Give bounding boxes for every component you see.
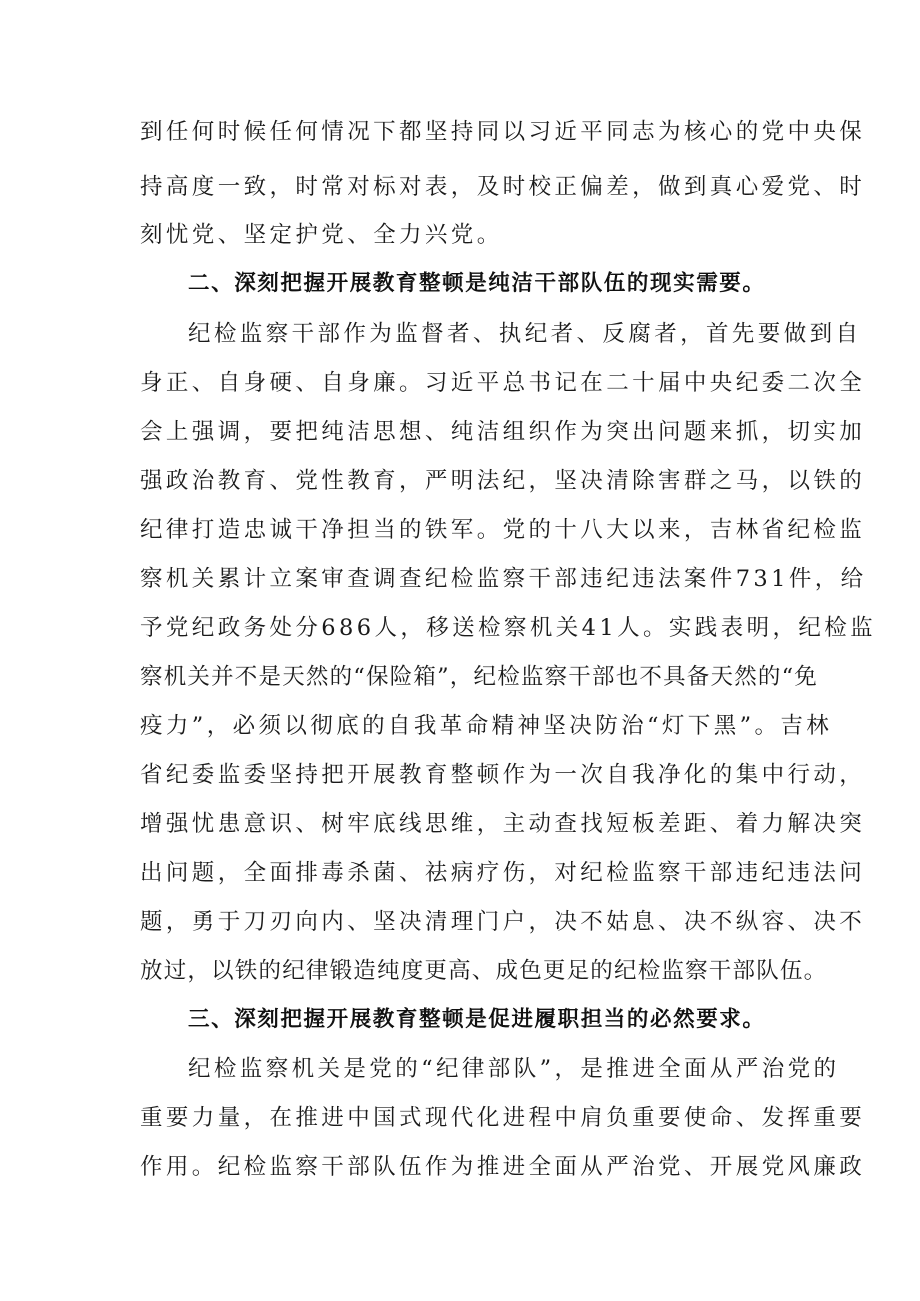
para2-line-1: 纪检监察干部作为监督者、执纪者、反腐者，首先要做到自 bbox=[188, 321, 862, 347]
para3-line-2: 重要力量，在推进中国式现代化进程中肩负重要使命、发挥重要 bbox=[140, 1105, 866, 1131]
para2-line-6: 察机关累计立案审查调查纪检监察干部违纪违法案件731件，给 bbox=[140, 566, 867, 592]
para2-line-4: 强政治教育、党性教育，严明法纪，坚决清除害群之马，以铁的 bbox=[140, 468, 866, 494]
para2-line-12: 出问题，全面排毒杀菌、祛病疗伤，对纪检监察干部违纪违法问 bbox=[140, 860, 866, 886]
para2-line-3: 会上强调，要把纯洁思想、纯洁组织作为突出问题来抓，切实加 bbox=[140, 419, 866, 445]
para2-line-11: 增强忧患意识、树牢底线思维，主动查找短板差距、着力解决突 bbox=[140, 811, 866, 837]
para2-line-10: 省纪委监委坚持把开展教育整顿作为一次自我净化的集中行动， bbox=[140, 762, 866, 788]
para1-line-2: 持高度一致，时常对标对表，及时校正偏差，做到真心爱党、时 bbox=[140, 174, 866, 200]
para1-line-1: 到任何时候任何情况下都坚持同以习近平同志为核心的党中央保 bbox=[140, 119, 866, 145]
para3-line-3: 作用。纪检监察干部队伍作为推进全面从严治党、开展党风廉政 bbox=[140, 1154, 866, 1180]
section-heading-3: 三、深刻把握开展教育整顿是促进履职担当的必然要求。 bbox=[188, 1007, 766, 1032]
para2-line-2: 身正、自身硬、自身廉。习近平总书记在二十届中央纪委二次全 bbox=[140, 370, 866, 396]
para3-line-1: 纪检监察机关是党的“纪律部队”，是推进全面从严治党的 bbox=[188, 1056, 840, 1082]
para2-line-14: 放过，以铁的纪律锻造纯度更高、成色更足的纪检监察干部队伍。 bbox=[140, 958, 828, 984]
para2-line-9: 疫力”，必须以彻底的自我革命精神坚决防治“灯下黑”。吉林 bbox=[140, 713, 833, 739]
section-heading-2: 二、深刻把握开展教育整顿是纯洁干部队伍的现实需要。 bbox=[188, 271, 766, 296]
para1-line-3: 刻忧党、坚定护党、全力兴党。 bbox=[140, 222, 503, 248]
para2-line-5: 纪律打造忠诚干净担当的铁军。党的十八大以来，吉林省纪检监 bbox=[140, 517, 866, 543]
para2-line-7: 予党纪政务处分686人，移送检察机关41人。实践表明，纪检监 bbox=[140, 615, 877, 641]
para2-line-13: 题，勇于刀刃向内、坚决清理门户，决不姑息、决不纵容、决不 bbox=[140, 909, 866, 935]
para2-line-8: 察机关并不是天然的“保险箱”，纪检监察干部也不具备天然的“免 bbox=[140, 664, 819, 690]
